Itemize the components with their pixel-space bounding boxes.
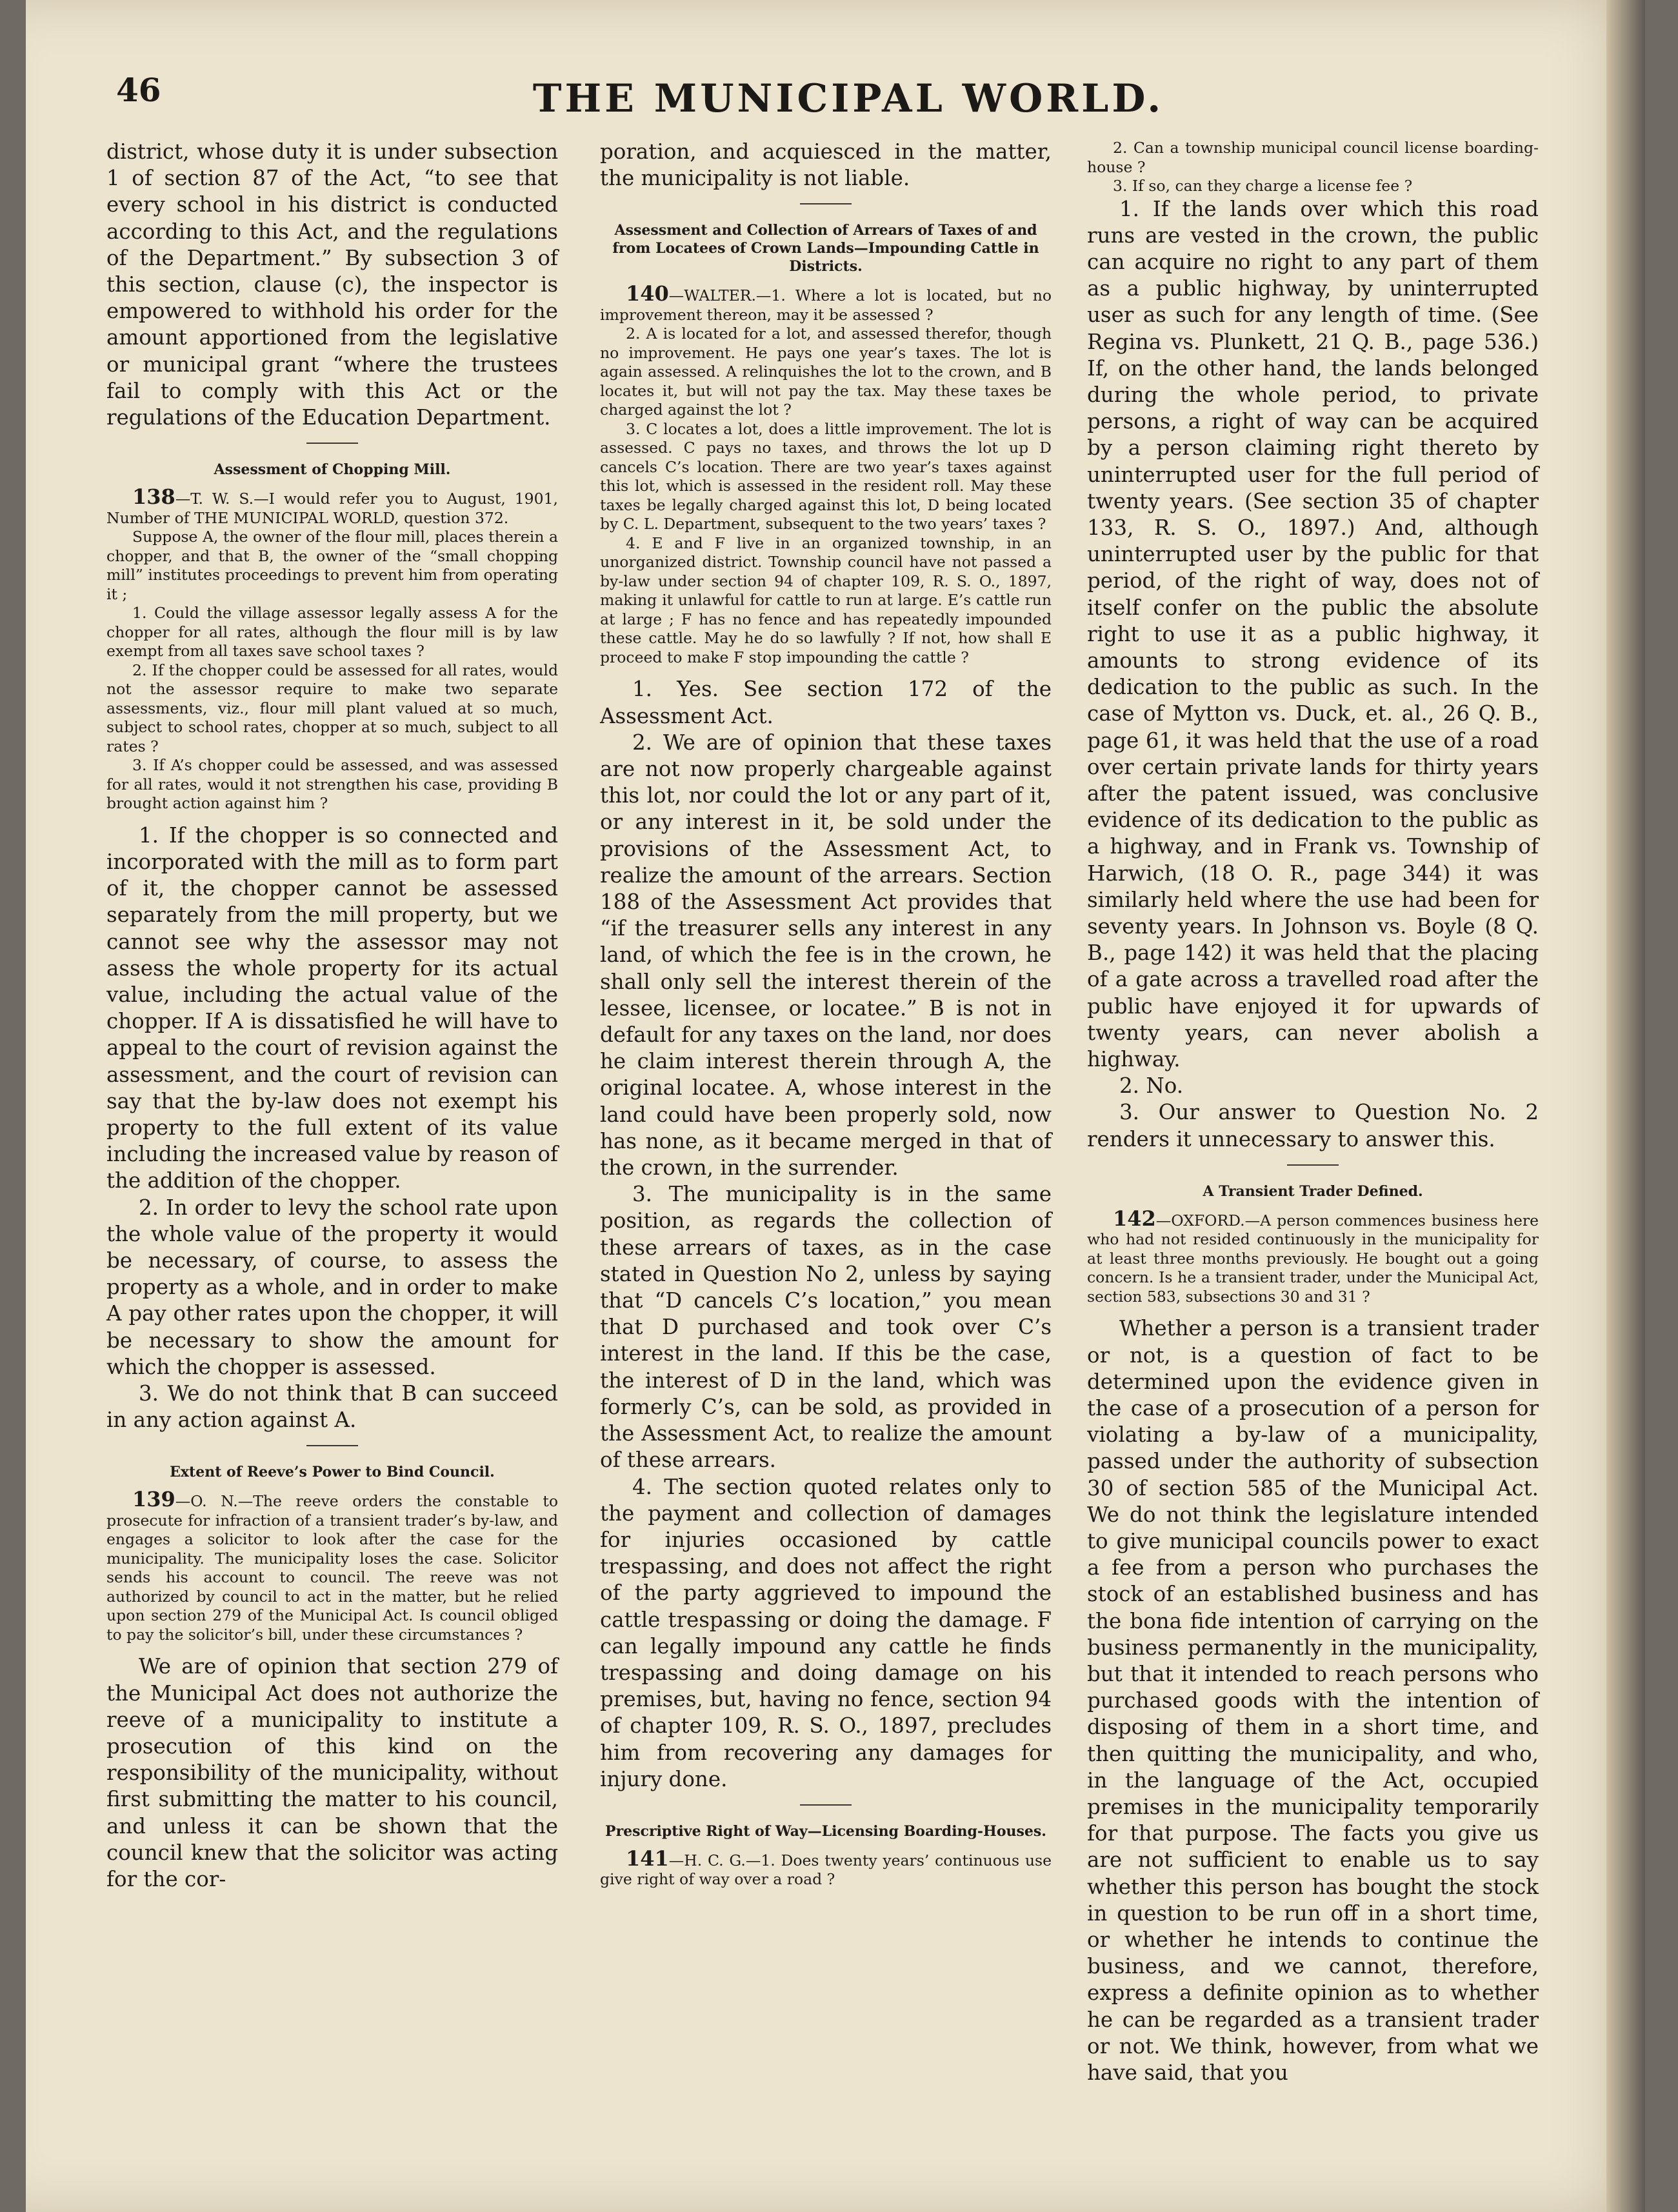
question-text: 3. If so, can they charge a license fee ?: [1113, 177, 1413, 195]
question-142: 142—OXFORD.—A person commences business here who had not resided continuously in the municipality for at least three months previously. He bought out a going concern. Is he a transient trader, under the Municipal Act, section 583, subsections 30 and 31 ?: [1087, 1206, 1539, 1306]
section-heading: Prescriptive Right of Way—Licensing Boarding-Houses.: [605, 1822, 1046, 1840]
question-text: Suppose A, the owner of the flour mill, places therein a chopper, and that B, the owner of the “small chopping mill” institutes proceedings to prevent him from operating it ;: [106, 528, 558, 603]
answer-text: 2. We are of opinion that these taxes are not now properly chargeable against this lot, nor could the lot or any part of it, or any interest in it, be sold under the provisions of the Assessment Act, to realize the amount of the arrears. Section 188 of the Assessment Act provides that “if the treasurer sells any interest in any land, of which the fee is in the crown, he shall only sell the interest therein of the lessee, licensee, or locatee.” B is not in default for any taxes on the land, nor does he claim interest therein through A, the original locatee. A, whose interest in the land could have been properly sold, now has none, as it became merged in that of the crown, in the surrender.: [600, 730, 1052, 1181]
question-139: 139—O. N.—The reeve orders the constable to prosecute for infraction of a transient trader’s by-law, and engages a solicitor to look after the case for the municipality. The municipality loses the case. Solicitor sends his account to council. The reeve was not authorized by council to act in the matter, but he relied upon section 279 of the Municipal Act. Is council obliged to pay the solicitor’s bill, under these circumstances ?: [106, 1487, 558, 1644]
question-number: 139: [132, 1487, 175, 1512]
section-heading: Assessment and Collection of Arrears of Taxes of and from Locatees of Crown Lands—Impounding Cattle in Districts.: [612, 222, 1039, 275]
question-number: 138: [132, 484, 175, 510]
answer-text: 1. Yes. See section 172 of the Assessment Act.: [600, 677, 1052, 728]
column-1: [106, 139, 558, 1893]
section-heading: Assessment of Chopping Mill.: [214, 461, 451, 479]
answer-text: 3. The municipality is in the same position, as regards the collection of these arrears of taxes, as in the case stated in Question No 2, unless by saying that “D cancels C’s location,” you mean that D purchased and took over C’s interest in the land. If this be the case, the interest of D in the land, which was formerly C’s, can be sold, as provided in the Assessment Act, to realize the amount of these arrears.: [600, 1182, 1052, 1473]
paragraph: poration, and acquiesced in the matter, the municipality is not liable.: [600, 139, 1052, 191]
answer-text: 3. We do not think that B can succeed in any action against A.: [106, 1381, 558, 1433]
question-text: 4. E and F live in an organized township, in an unorganized district. Township council have not passed a by-law under section 94 of chapter 109, R. S. O., 1897, making it unlawful for cattle to run at large. E’s cattle run at large ; F has no fence and has repeatedly impounded these cattle. May he do so lawfully ? If not, how shall E proceed to make F stop impounding the cattle ?: [600, 533, 1052, 666]
divider: [800, 1804, 852, 1806]
answer-text: 2. No.: [1119, 1073, 1184, 1099]
answer-text: 4. The section quoted relates only to the payment and collection of damages for injuries occasioned by cattle trespassing, and does not affect the right of the party aggrieved to impound the cattle trespassing or doing the damage. F can legally impound any cattle he finds trespassing and doing damage on his premises, but, having no fence, section 94 of chapter 109, R. S. O., 1897, precludes him from recovering any damages for injury done.: [600, 1474, 1052, 1791]
question-number: 141: [626, 1846, 669, 1871]
question-141: 141—H. C. G.—1. Does twenty years’ continuous use give right of way over a road ?: [600, 1846, 1052, 1889]
question-138: 138—T. W. S.—I would refer you to August, 1901, Number of THE MUNICIPAL WORLD, question 372.: [106, 484, 558, 527]
divider: [306, 443, 358, 444]
question-text: 3. C locates a lot, does a little improvement. The lot is assessed. C pays no taxes, and throws the lot up D cancels C’s location. There are two year’s taxes against this lot, which is assessed in the resident roll. May these taxes be legally charged against this lot, D being located by C. L. Department, subsequent to the two years’ taxes ?: [600, 419, 1052, 533]
book-spine: [1606, 0, 1645, 2212]
question-text: 3. If A’s chopper could be assessed, and was assessed for all rates, would it not strengthen his case, providing B brought action against him ?: [106, 756, 558, 813]
column-2: [600, 139, 1052, 1889]
section-heading: A Transient Trader Defined.: [1203, 1182, 1423, 1200]
column-3: [1087, 139, 1539, 2086]
page-number: 46: [116, 71, 161, 109]
question-text: 2. A is located for a lot, and assessed therefor, though no improvement. He pays one year’s taxes. The lot is again assessed. A relinquishes the lot to the crown, and B locates it, but will not pay the tax. May these taxes be charged against the lot ?: [600, 324, 1052, 419]
journal-title: THE MUNICIPAL WORLD.: [532, 76, 1164, 121]
divider: [1287, 1164, 1339, 1166]
question-text: 2. Can a township municipal council license boarding-house ?: [1087, 139, 1539, 176]
answer-text: 2. In order to levy the school rate upon the whole value of the property it would be necessary, of course, to assess the property as a whole, and in order to make A pay other rates upon the chopper, it will be necessary to show the amount for which the chopper is assessed.: [106, 1195, 558, 1379]
divider: [306, 1445, 358, 1446]
answer-text: 3. Our answer to Question No. 2 renders it unnecessary to answer this.: [1087, 1100, 1539, 1151]
paragraph: district, whose duty it is under subsection 1 of section 87 of the Act, “to see that every school in his district is conducted according to this Act, and the regulations of the Department.” By subsection 3 of this section, clause (c), the inspector is empowered to withhold his order for the amount apportioned from the legislative or municipal grant “where the trustees fail to comply with this Act or the regulations of the Education Department.: [106, 139, 558, 430]
question-text: 1. Could the village assessor legally assess A for the chopper for all rates, although the flour mill is by law exempt from all taxes save school taxes ?: [106, 604, 558, 661]
question-140: 140—WALTER.—1. Where a lot is located, but no improvement thereon, may it be assessed ?: [600, 281, 1052, 324]
answer-text: Whether a person is a transient trader or not, is a question of fact to be determined upon the evidence given in the case of a prosecution of a person for violating a by-law of a municipality, passed under the authority of subsection 30 of section 585 of the Municipal Act. We do not think the legislature intended to give municipal councils power to exact a fee from a person who purchases the stock of an established business and has the bona fide intention of carrying on the business permanently in the municipality, but that it intended to reach persons who purchased goods with the intention of disposing of them in a short time, and then quitting the municipality, and who, in the language of the Act, occupied premises in the municipality temporarily for that purpose. The facts you give us are not sufficient to enable us to say whether this person has bought the stock in question to be run off in a short time, or whether he intends to continue the business, and we cannot, therefore, express a definite opinion as to whether he can be regarded as a transient trader or not. We think, however, from what we have said, that you: [1087, 1316, 1539, 2085]
question-text: 2. If the chopper could be assessed for all rates, would not the assessor require to make two separate assessments, viz., flour mill plant valued at so much, subject to school rates, chopper at so much, subject to all rates ?: [106, 661, 558, 755]
answer-text: 1. If the chopper is so connected and incorporated with the mill as to form part of it, the chopper cannot be assessed separately from the mill property, but we cannot see why the assessor may not assess the whole property for its actual value, including the actual value of the chopper. If A is dissatisfied he will have to appeal to the court of revision against the assessment, and the court of revision can say that the by-law does not exempt his property to the full extent of its value including the increased value by reason of the addition of the chopper.: [106, 822, 558, 1193]
answer-text: We are of opinion that section 279 of the Municipal Act does not authorize the reeve of a municipality to institute a prosecution of this kind on the responsibility of the municipality, without first submitting the matter to his council, and unless it can be shown that the council knew that the solicitor was acting for the cor-: [106, 1654, 558, 1892]
divider: [800, 203, 852, 204]
question-number: 142: [1113, 1206, 1156, 1231]
page-header: [116, 71, 1581, 129]
question-number: 140: [626, 281, 669, 306]
answer-text: 1. If the lands over which this road runs are vested in the crown, the public can acquire no right to any part of them as a public highway, by uninterrupted user as such for any length of time. (See Regina vs. Plunkett, 21 Q. B., page 536.) If, on the other hand, the lands belonged during the whole period, to private persons, a right of way can be acquired by a person claiming right thereto by uninterrupted user for the full period of twenty years. (See section 35 of chapter 133, R. S. O., 1897.) And, although uninterrupted user by the public for that period, of the right of way, does not of itself confer on the public the absolute right to use it as a public highway, it amounts to strong evidence of its dedication to the public as such. In the case of Mytton vs. Duck, et. al., 26 Q. B., page 61, it was held that the use of a road over certain private lands for thirty years after the patent issued, was conclusive evidence of its dedication to the public as a highway, and in Frank vs. Township of Harwich, (18 O. R., page 344) it was similarly held where the use had been for seventy years. In Johnson vs. Boyle (8 Q. B., page 142) it was held that the placing of a gate across a travelled road after the public have enjoyed it for upwards of twenty years, can never abolish a highway.: [1087, 196, 1539, 1071]
section-heading: Extent of Reeve’s Power to Bind Council.: [170, 1464, 495, 1481]
page: [26, 0, 1645, 2212]
